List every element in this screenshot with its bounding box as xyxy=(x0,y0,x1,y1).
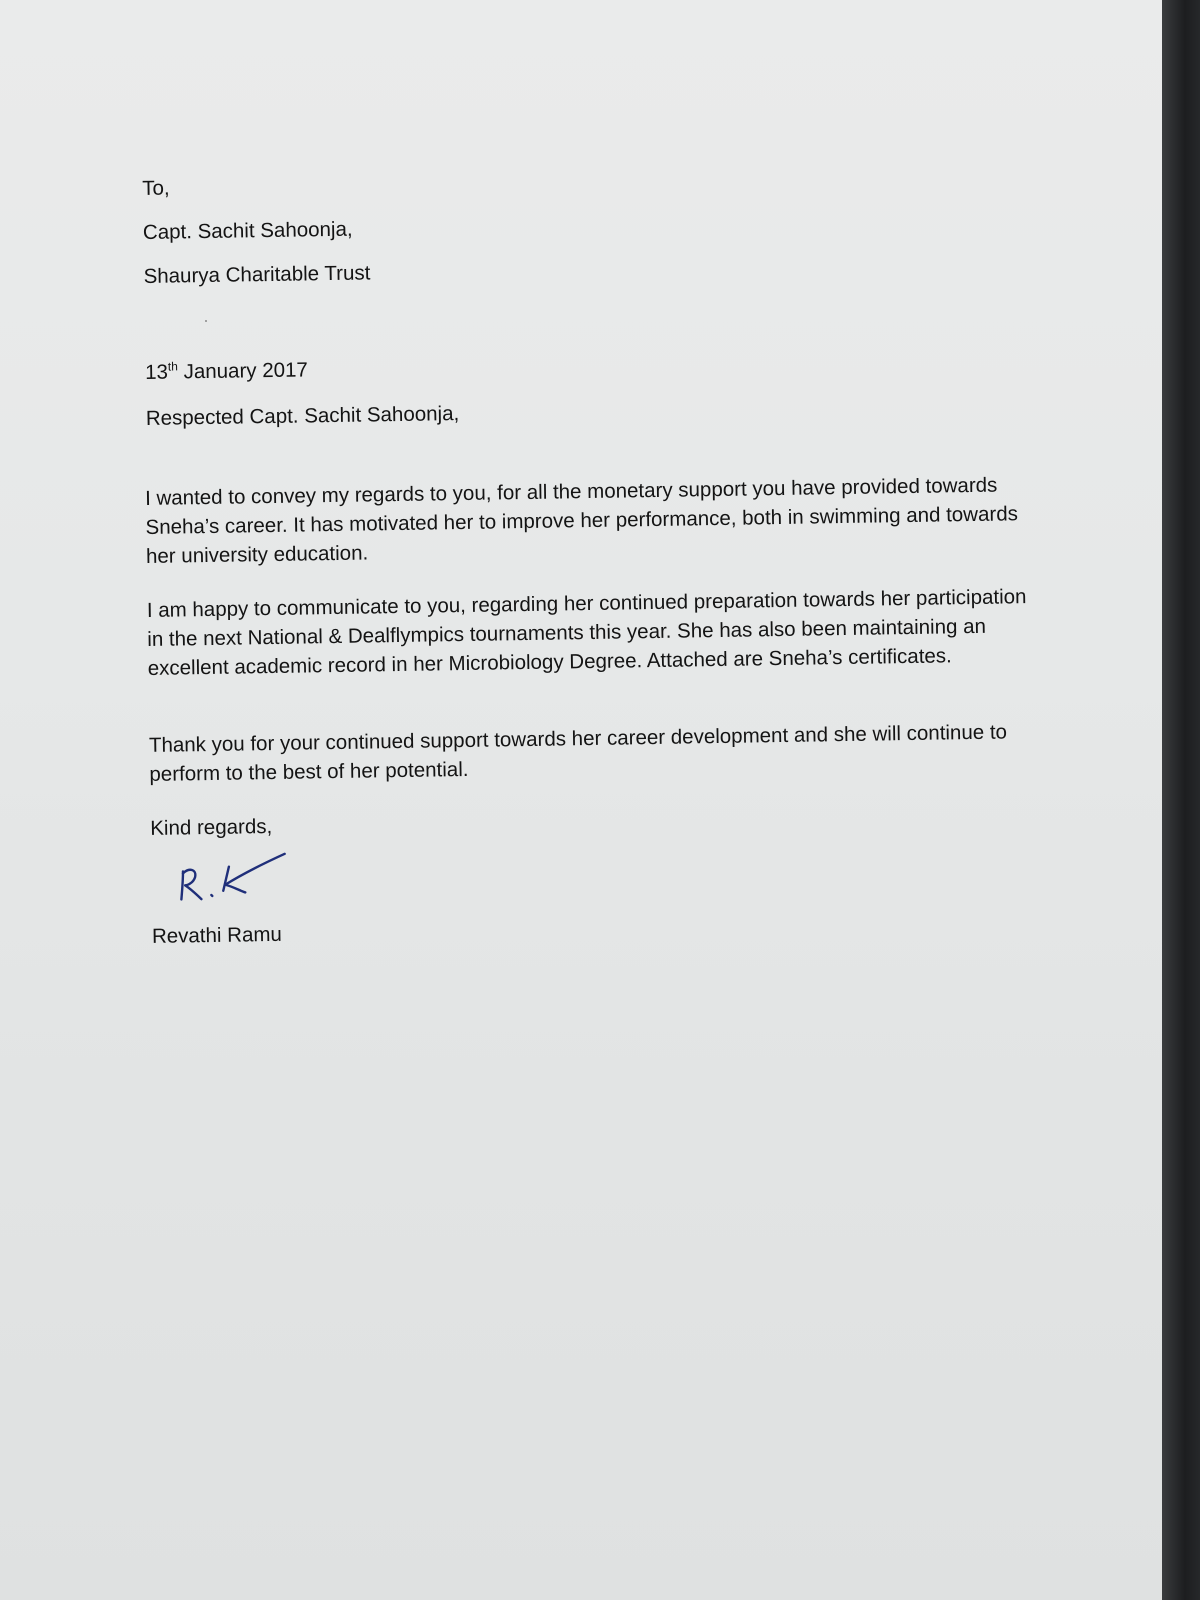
closing: Kind regards, xyxy=(150,815,273,840)
recipient-organization: Shaurya Charitable Trust xyxy=(143,261,371,288)
date-ordinal-suffix: th xyxy=(167,359,178,374)
date-day: 13 xyxy=(144,360,169,384)
salutation: Respected Capt. Sachit Sahoonja, xyxy=(145,402,460,430)
paragraph-progress: I am happy to communicate to you, regarding her continued preparation towards her participation in the next National & Dealflympics tournaments this year. She has also been maintaining an excellent academic record in her Microbiology Degree. Attached are Sneha’s certificates. xyxy=(146,585,1027,680)
signer-name: Revathi Ramu xyxy=(151,922,283,948)
recipient-name: Capt. Sachit Sahoonja, xyxy=(142,217,353,244)
paragraph-thanks: Thank you for your continued support towards her career development and she will continue to perform to the best of her potential. xyxy=(148,720,1008,786)
letter-date xyxy=(145,355,308,387)
paper-speck xyxy=(205,320,207,322)
paragraph-gratitude: I wanted to convey my regards to you, for all the monetary support you have provided towards Sneha’s career. It has motivated her to improve her performance, both in swimming and towards her university education. xyxy=(144,473,1019,568)
date-month-year: January 2017 xyxy=(177,358,309,384)
background-edge xyxy=(1162,0,1200,1600)
handwritten-signature xyxy=(173,846,294,908)
letter-body xyxy=(140,160,1060,948)
address-to-line: To, xyxy=(142,176,170,200)
